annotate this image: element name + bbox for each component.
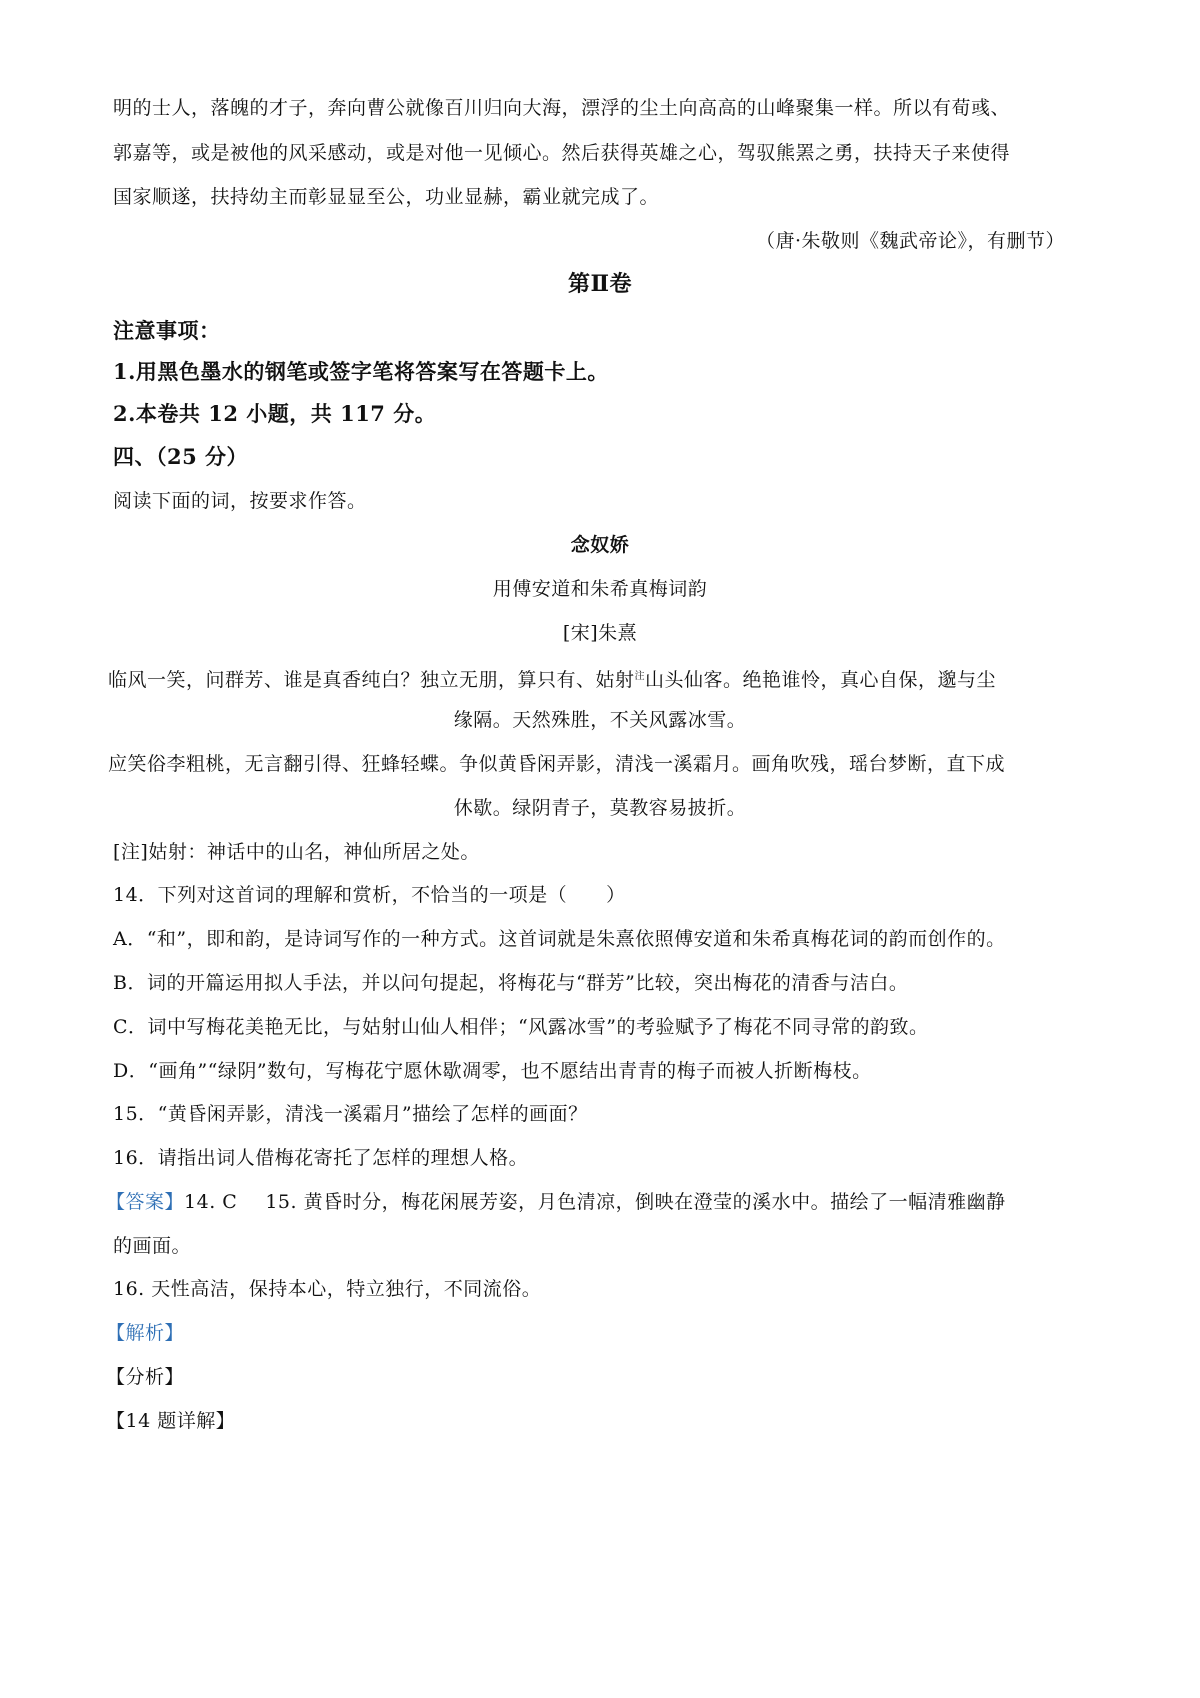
section-title: 第Ⅱ卷 [567,271,633,297]
footnote-marker: 注 [634,671,646,682]
poem-stanza2-line1: 应笑俗李粗桃，无言翻引得、狂蜂轻蝶。争似黄昏闲弄影，清浅一溪霜月。画角吹残，瑶台梦断，直下成 [108,753,1006,775]
question-14: 14．下列对这首词的理解和赏析，不恰当的一项是（ ） [113,884,626,906]
notice-item-1: 1.用黑色墨水的钢笔或签字笔将答案写在答题卡上。 [113,359,609,384]
poem-stanza1-line1 [108,664,996,693]
passage-line-3: 国家顺遂，扶持幼主而彰显显至公，功业显赫，霸业就完成了。 [113,186,660,208]
poem-stanza1-text-b: 山头仙客。绝艳谁怜，真心自保，邈与尘 [645,669,997,691]
answer-16: 16. 天性高洁，保持本心，特立独行，不同流俗。 [113,1278,542,1300]
question-14-option-d: D．“画角”“绿阴”数句，写梅花宁愿休歇凋零，也不愿结出青青的梅子而被人折断梅枝。 [113,1060,872,1082]
question-15: 15．“黄昏闲弄影，清浅一溪霜月”描绘了怎样的画面？ [113,1103,588,1125]
poem-title: 念奴娇 [570,534,630,556]
part-heading: 四、（25 分） [113,444,249,469]
answer-15-line-2: 的画面。 [113,1235,192,1257]
answer-14: 14. C [184,1191,238,1213]
notice-heading: 注意事项： [113,318,221,343]
notice-item-2: 2.本卷共 12 小题，共 117 分。 [113,401,437,426]
answer-15-line-1: 15. 黄昏时分，梅花闲展芳姿，月色清凉，倒映在澄莹的溪水中。描绘了一幅清雅幽静 [265,1191,1006,1213]
poem-stanza2-line2: 休歇。绿阴青子，莫教容易披折。 [453,797,747,819]
question-14-option-c: C．词中写梅花美艳无比，与姑射山仙人相伴；“风露冰雪”的考验赋予了梅花不同寻常的韵致。 [113,1016,929,1038]
answer-tag: 【答案】 [106,1191,185,1213]
passage-source: （唐·朱敬则《魏武帝论》，有删节） [755,230,1065,252]
answer-line-1 [106,1189,1006,1215]
passage-line-1: 明的士人，落魄的才子，奔向曹公就像百川归向大海，漂浮的尘土向高高的山峰聚集一样。所以有荀彧、 [113,97,1011,119]
poem-author: [宋]朱熹 [562,622,638,644]
analysis-tag: 【解析】 [106,1322,185,1344]
question-14-option-b: B．词的开篇运用拟人手法，并以问句提起，将梅花与“群芳”比较，突出梅花的清香与洁白。 [113,972,909,994]
poem-note: [注]姑射：神话中的山名，神仙所居之处。 [113,841,480,863]
poem-stanza1-text-a: 临风一笑，问群芳、谁是真香纯白？独立无朋，算只有、姑射 [108,669,635,691]
analysis-heading: 【分析】 [106,1366,185,1388]
passage-line-2: 郭嘉等，或是被他的风采感动，或是对他一见倾心。然后获得英雄之心，驾驭熊罴之勇，扶持天子来使得 [113,142,1011,164]
poem-subtitle: 用傅安道和朱希真梅词韵 [492,578,708,600]
poem-stanza1-line2: 缘隔。天然殊胜，不关风露冰雪。 [453,709,747,731]
detail-14-heading: 【14 题详解】 [106,1410,236,1432]
question-16: 16．请指出词人借梅花寄托了怎样的理想人格。 [113,1147,529,1169]
question-14-option-a: A．“和”，即和韵，是诗词写作的一种方式。这首词就是朱熹依照傅安道和朱希真梅花词的韵而创作的。 [113,928,1006,950]
reading-instruction: 阅读下面的词，按要求作答。 [113,490,367,512]
